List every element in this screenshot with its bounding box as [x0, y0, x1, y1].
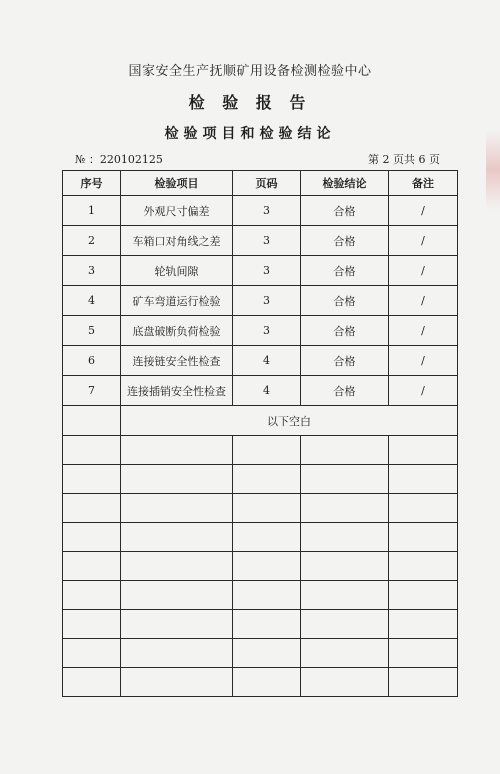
- blank-row: [63, 610, 458, 639]
- blank-cell: [301, 552, 389, 581]
- blank-cell: [63, 668, 121, 697]
- header-item: 检验项目: [121, 171, 233, 196]
- seal-bleed-mark: [486, 130, 500, 210]
- cell-seq: 2: [63, 226, 121, 256]
- table-row: [63, 226, 458, 256]
- cell-item: 车箱口对角线之差: [121, 226, 233, 256]
- cell-result: 合格: [301, 256, 389, 286]
- blank-cell: [389, 639, 458, 668]
- cell-remark: /: [389, 286, 458, 316]
- blank-cell: [301, 494, 389, 523]
- end-note-row: [63, 406, 458, 436]
- section-title: 检验项目和检验结论: [164, 126, 336, 142]
- blank-cell: [233, 523, 301, 552]
- blank-cell: [121, 523, 233, 552]
- cell-item: 底盘破断负荷检验: [121, 316, 233, 346]
- cell-result: 合格: [301, 346, 389, 376]
- blank-cell: [233, 494, 301, 523]
- cell-seq: 5: [63, 316, 121, 346]
- blank-row: [63, 552, 458, 581]
- blank-cell: [389, 436, 458, 465]
- cell-remark: /: [389, 196, 458, 226]
- cell-result: 合格: [301, 286, 389, 316]
- blank-cell: [121, 552, 233, 581]
- cell-remark: /: [389, 376, 458, 406]
- blank-cell: [301, 523, 389, 552]
- cell-result: 合格: [301, 226, 389, 256]
- blank-cell: [63, 639, 121, 668]
- cell-seq: [63, 406, 121, 436]
- table-body: [63, 196, 458, 697]
- blank-row: [63, 465, 458, 494]
- cell-page: 3: [233, 286, 301, 316]
- blank-cell: [389, 465, 458, 494]
- blank-cell: [233, 639, 301, 668]
- header-seq: 序号: [63, 171, 121, 196]
- blank-cell: [233, 581, 301, 610]
- inspection-table: [62, 170, 458, 697]
- cell-item: 外观尺寸偏差: [121, 196, 233, 226]
- blank-cell: [233, 668, 301, 697]
- header-page: 页码: [233, 171, 301, 196]
- blank-cell: [121, 581, 233, 610]
- blank-cell: [233, 465, 301, 494]
- cell-seq: 3: [63, 256, 121, 286]
- blank-row: [63, 581, 458, 610]
- blank-cell: [301, 668, 389, 697]
- cell-page: 3: [233, 316, 301, 346]
- blank-cell: [389, 494, 458, 523]
- report-number: № ：220102125: [75, 153, 163, 166]
- blank-cell: [389, 523, 458, 552]
- header-result: 检验结论: [301, 171, 389, 196]
- blank-cell: [121, 668, 233, 697]
- blank-row: [63, 436, 458, 465]
- cell-page: 3: [233, 256, 301, 286]
- blank-cell: [301, 610, 389, 639]
- blank-cell: [301, 436, 389, 465]
- end-note: 以下空白: [121, 406, 458, 436]
- blank-cell: [63, 436, 121, 465]
- cell-item: 连接链安全性检查: [121, 346, 233, 376]
- table-row: [63, 346, 458, 376]
- blank-cell: [63, 552, 121, 581]
- blank-cell: [389, 581, 458, 610]
- blank-cell: [121, 639, 233, 668]
- cell-page: 3: [233, 196, 301, 226]
- blank-cell: [233, 610, 301, 639]
- blank-cell: [301, 465, 389, 494]
- blank-cell: [301, 639, 389, 668]
- table-header-row: [63, 171, 458, 196]
- cell-seq: 1: [63, 196, 121, 226]
- blank-row: [63, 668, 458, 697]
- blank-cell: [63, 610, 121, 639]
- blank-cell: [121, 465, 233, 494]
- document-title: 检 验 报 告: [188, 93, 312, 112]
- cell-item: 连接插销安全性检查: [121, 376, 233, 406]
- blank-cell: [389, 552, 458, 581]
- blank-cell: [63, 494, 121, 523]
- blank-cell: [301, 581, 389, 610]
- cell-item: 矿车弯道运行检验: [121, 286, 233, 316]
- table-row: [63, 196, 458, 226]
- cell-result: 合格: [301, 316, 389, 346]
- table-row: [63, 286, 458, 316]
- blank-row: [63, 639, 458, 668]
- blank-cell: [121, 610, 233, 639]
- blank-cell: [389, 610, 458, 639]
- blank-cell: [63, 581, 121, 610]
- cell-seq: 7: [63, 376, 121, 406]
- page-info: 第 2 页共 6 页: [368, 153, 440, 166]
- blank-cell: [233, 552, 301, 581]
- cell-result: 合格: [301, 196, 389, 226]
- cell-seq: 6: [63, 346, 121, 376]
- blank-cell: [389, 668, 458, 697]
- blank-cell: [63, 465, 121, 494]
- cell-remark: /: [389, 226, 458, 256]
- cell-result: 合格: [301, 376, 389, 406]
- cell-seq: 4: [63, 286, 121, 316]
- organization-name: 国家安全生产抚顺矿用设备检测检验中心: [128, 64, 372, 79]
- blank-cell: [121, 436, 233, 465]
- table-row: [63, 376, 458, 406]
- blank-row: [63, 523, 458, 552]
- header-remark: 备注: [389, 171, 458, 196]
- cell-page: 4: [233, 376, 301, 406]
- cell-remark: /: [389, 346, 458, 376]
- blank-cell: [233, 436, 301, 465]
- table-row: [63, 316, 458, 346]
- blank-cell: [63, 523, 121, 552]
- cell-page: 4: [233, 346, 301, 376]
- blank-row: [63, 494, 458, 523]
- cell-item: 轮轨间隙: [121, 256, 233, 286]
- table-row: [63, 256, 458, 286]
- cell-remark: /: [389, 256, 458, 286]
- cell-page: 3: [233, 226, 301, 256]
- blank-cell: [121, 494, 233, 523]
- cell-remark: /: [389, 316, 458, 346]
